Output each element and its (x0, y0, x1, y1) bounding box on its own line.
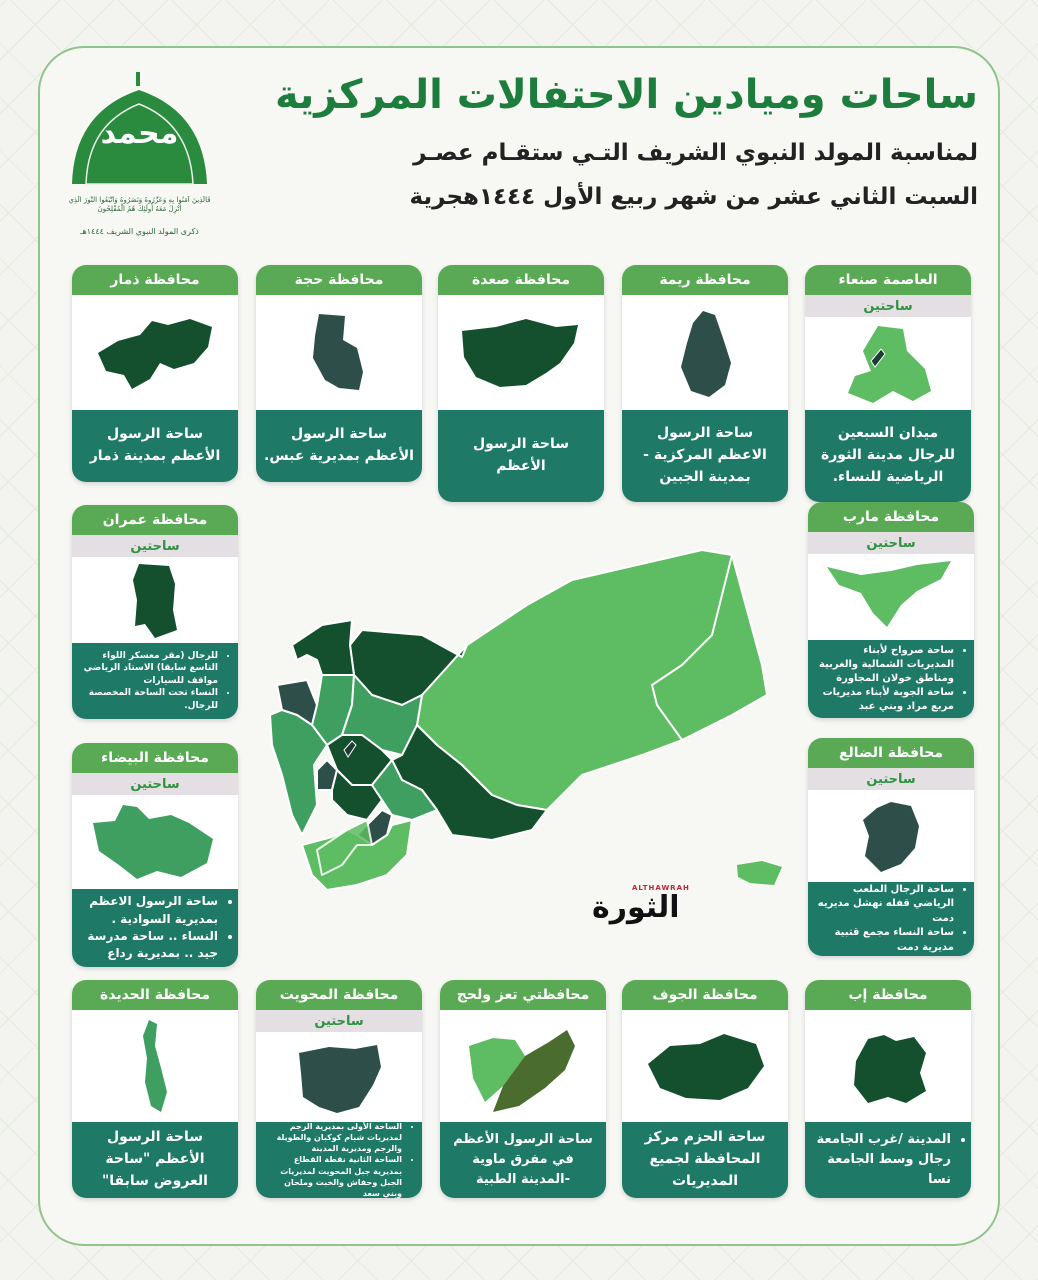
card-body (256, 1122, 422, 1198)
mawlid-logo (62, 72, 217, 242)
list-item: • النساء .. ساحة مدرسة جيد .. بمديرية رداع (80, 928, 218, 963)
card-saada (438, 265, 604, 502)
card-header: محافظة الحديدة (72, 980, 238, 1010)
card-body (808, 882, 974, 956)
card-header: محافظة البيضاء (72, 743, 238, 773)
amran-map-shape (72, 557, 238, 643)
hajjah-map-shape (256, 295, 422, 410)
list-item: • ساحة صرواح لأبناء المديريات الشمالية والغربية ومناطق خولان المجاورة (816, 644, 954, 686)
card-header: محافظة الضالع (808, 738, 974, 768)
list-item: • ساحة الجوبة لأبناء مديريات مربع مراد وبني عبد (816, 686, 954, 714)
card-body: ساحة الحزم مركز المحافظة لجميع المديريات (622, 1122, 788, 1198)
card-header: محافظة المحويت (256, 980, 422, 1010)
brand-name: الثورة (592, 890, 680, 925)
card-jawf (622, 980, 788, 1198)
card-hajjah (256, 265, 422, 482)
card-header: محافظة إب (805, 980, 971, 1010)
logo-verse: فَالَّذِينَ آمَنُوا بِهِ وَعَزَّرُوهُ وَنَصَرُوهُ وَاتَّبَعُوا النُّورَ الَّذِي أُنْزِلَ مَعَهُ أُولَئِكَ هُمُ الْمُفْلِحُونَ (68, 196, 211, 214)
card-tag: ساحتين (808, 532, 974, 554)
card-dhamar (72, 265, 238, 482)
logo-name: محمد (100, 116, 179, 151)
card-raymah (622, 265, 788, 502)
card-header: محافظة حجة (256, 265, 422, 295)
list-item: • المدينة /غرب الجامعة رجال وسط الجامعة نسا (813, 1130, 951, 1190)
card-tag: ساحتين (72, 535, 238, 557)
marib-map-shape (808, 554, 974, 640)
card-body (72, 643, 238, 719)
card-hodeidah (72, 980, 238, 1198)
list-item: • النساء تحت الساحة المخصصة للرجال. (80, 687, 218, 712)
card-header: محافظة الجوف (622, 980, 788, 1010)
logo-caption: ذكرى المولد النبوي الشريف ١٤٤٤هـ (80, 227, 199, 236)
card-body: ساحة الرسول الأعظم بمديرية عبس. (256, 410, 422, 482)
card-body: ساحة الرسول الأعظم "ساحة العروض سابقا" (72, 1122, 238, 1198)
saada-map-shape (438, 295, 604, 410)
card-body: ساحة الرسول الأعظم في مفرق ماوية -المدينة الطبية (440, 1122, 606, 1198)
card-taiz (440, 980, 606, 1198)
card-body (808, 640, 974, 718)
taiz-lahj-map-shape (440, 1010, 606, 1122)
card-body (72, 889, 238, 967)
jawf-map-shape (622, 1010, 788, 1122)
bayda-map-shape (72, 795, 238, 889)
card-tag: ساحتين (808, 768, 974, 790)
raymah-map-shape (622, 295, 788, 410)
list-item: • ساحة النساء مجمع قتبية مديرية دمت (816, 926, 954, 955)
card-header: محافظة صعدة (438, 265, 604, 295)
card-tag: ساحتين (805, 295, 971, 317)
althawrah-logo (592, 884, 690, 925)
hodeidah-map-shape (72, 1010, 238, 1122)
list-item: • ساحة الرسول الاعظم بمديرية السوادية . (80, 893, 218, 928)
dhamar-map-shape (72, 295, 238, 410)
card-ibb (805, 980, 971, 1198)
card-sanaa (805, 265, 971, 502)
dhale-map-shape (808, 790, 974, 882)
yemen-map (262, 545, 802, 895)
card-header: محافظتي تعز ولحج (440, 980, 606, 1010)
page-title: ساحات وميادين الاحتفالات المركزية (275, 72, 978, 118)
card-tag: ساحتين (256, 1010, 422, 1032)
card-header: محافظة ريمة (622, 265, 788, 295)
card-header: محافظة عمران (72, 505, 238, 535)
subtitle-line-2: السبت الثاني عشر من شهر ربيع الأول ١٤٤٤هجرية (409, 184, 978, 210)
sanaa-map-shape (805, 317, 971, 410)
card-amran (72, 505, 238, 719)
list-item: • الساحة الثانية نقطة القطاع بمديرية جبل المحويت لمديريات الجبل وحفاش والخبت وملحان وبني سعد (264, 1154, 402, 1198)
list-item: • الساحة الأولى بمديرية الرجم لمديريات شبام كوكبان والطويلة والرجم ومديرية المدينة (264, 1121, 402, 1155)
card-header: محافظة مارب (808, 502, 974, 532)
brand-latin: ALTHAWRAH (632, 884, 690, 892)
card-body (805, 1122, 971, 1198)
card-mahwit (256, 980, 422, 1198)
card-body: ساحة الرسول الأعظم بمدينة ذمار (72, 410, 238, 482)
card-header: العاصمة صنعاء (805, 265, 971, 295)
subtitle-line-1: لمناسبة المولد النبوي الشريف التـي ستقـام عصـر (413, 140, 978, 166)
card-tag: ساحتين (72, 773, 238, 795)
mahwit-map-shape (256, 1032, 422, 1122)
list-item: • للرجال (مقر معسكر اللواء التاسع سابقا) الاستاد الرياضي مواقف للسيارات (80, 650, 218, 688)
card-body: ميدان السبعين للرجال مدينة الثورة الرياضية للنساء. (805, 410, 971, 502)
card-dhale (808, 738, 974, 956)
card-header: محافظة ذمار (72, 265, 238, 295)
card-bayda (72, 743, 238, 967)
card-marib (808, 502, 974, 718)
ibb-map-shape (805, 1010, 971, 1122)
card-body: ساحة الرسول الاعظم المركزية - بمدينة الجبين (622, 410, 788, 502)
card-body: ساحة الرسول الأعظم (438, 410, 604, 502)
list-item: • ساحة الرجال الملعب الرياضي قفله نهشل مديريه دمت (816, 883, 954, 927)
